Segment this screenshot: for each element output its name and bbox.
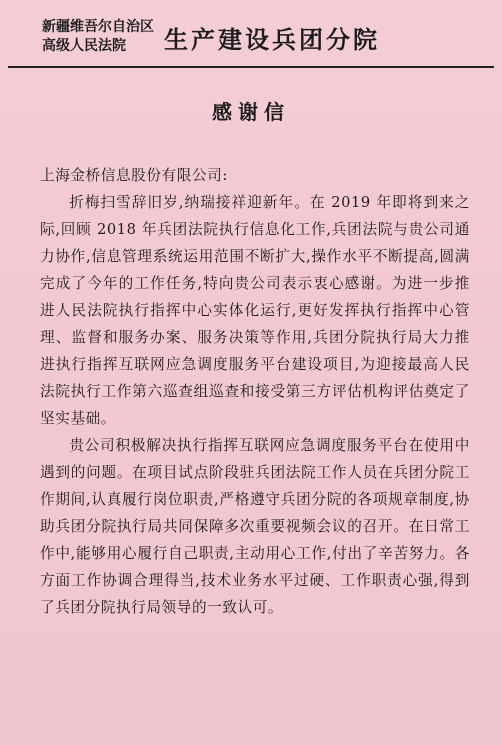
letterhead	[42, 14, 472, 64]
letter-body	[40, 162, 470, 621]
letterhead-org-main: 生产建设兵团分院	[164, 26, 380, 54]
letterhead-divider	[8, 66, 494, 68]
letter-paragraph-2: 贵公司积极解决执行指挥互联网应急调度服务平台在使用中遇到的问题。在项目试点阶段驻兵团法院工作人员在兵团分院工作期间,认真履行岗位职责,严格遵守兵团分院的各项规章制度,协助兵团分院执行局共同保障多次重要视频会议的召开。在日常工作中,能够用心履行自己职责,主动用心工作,付出了辛苦努力。各方面工作协调合理得当,技术业务水平过硬、工作职责心强,得到了兵团分院执行局领导的一致认可。	[40, 437, 470, 616]
letterhead-org-line2: 高级人民法院	[42, 38, 126, 54]
letter-title: 感谢信	[212, 100, 290, 124]
letter-salutation: 上海金桥信息股份有限公司:	[40, 167, 228, 184]
letter-paragraph-1: 折梅扫雪辞旧岁,纳瑞接祥迎新年。在 2019 年即将到来之际,回顾 2018 年兵团法院执行信息化工作,兵团法院与贵公司通力协作,信息管理系统运用范围不断扩大,操作水平不断提高,圆满完成了今年的工作任务,特向贵公司表示衷心感谢。为进一步推进人民法院执行指挥中心实体化运行,更好发挥执行指挥中心管理、监督和服务办案、服务决策等作用,兵团分院执行局大力推进执行指挥互联网应急调度服务平台建设项目,为迎接最高人民法院执行工作第六巡查组巡查和接受第三方评估机构评估奠定了坚实基础。	[40, 194, 470, 427]
letterhead-org-left	[42, 18, 162, 56]
letterhead-org-line1: 新疆维吾尔自治区	[42, 19, 154, 35]
